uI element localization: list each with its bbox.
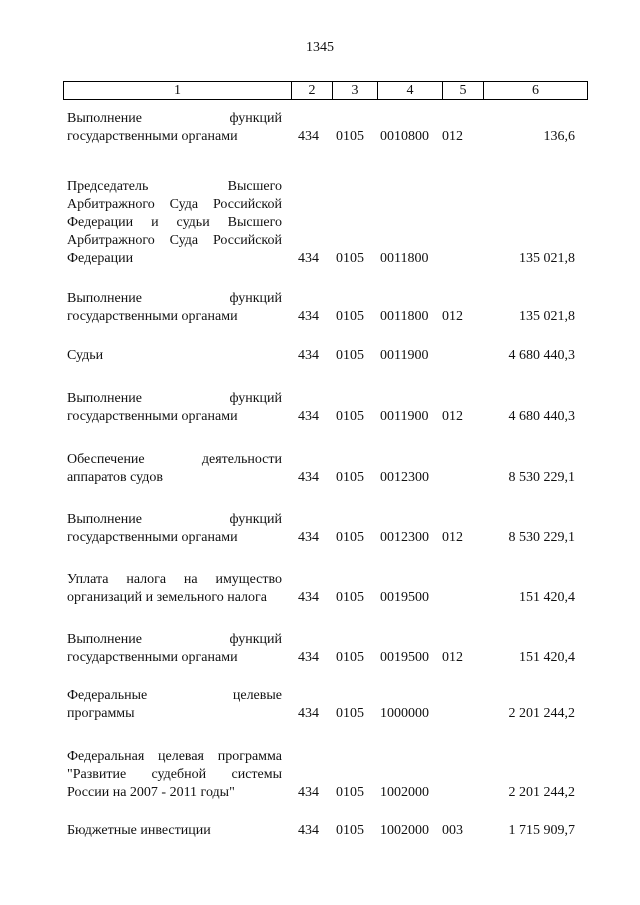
row-c4: 0012300 <box>380 470 429 485</box>
row-c6: 4 680 440,3 <box>508 348 575 363</box>
row-c6: 2 201 244,2 <box>508 706 575 721</box>
row-name-line: Арбитражного Суда Российской <box>67 197 282 212</box>
row-c5: 003 <box>442 823 463 838</box>
header-col-6: 6 <box>532 83 539 98</box>
header-col-1: 1 <box>64 82 292 99</box>
row-name-line: Бюджетные инвестиции <box>67 823 211 838</box>
row-name-line: государственными органами <box>67 409 238 424</box>
row-c2: 434 <box>298 348 319 363</box>
row-name-line: государственными органами <box>67 309 238 324</box>
row-c5: 012 <box>442 409 463 424</box>
row-name <box>67 687 282 723</box>
row-name-line: Выполнение функций <box>67 632 282 647</box>
row-c6: 1 715 909,7 <box>508 823 575 838</box>
row-name <box>67 451 282 487</box>
row-c3: 0105 <box>336 530 364 545</box>
row-c2: 434 <box>298 409 319 424</box>
row-c3: 0105 <box>336 309 364 324</box>
row-c4: 1002000 <box>380 823 429 838</box>
page-number: 1345 <box>306 40 334 55</box>
row-c4: 0012300 <box>380 530 429 545</box>
row-c2: 434 <box>298 129 319 144</box>
row-name <box>67 631 282 667</box>
row-c4: 1000000 <box>380 706 429 721</box>
row-c2: 434 <box>298 785 319 800</box>
row-name <box>67 178 282 268</box>
row-c2: 434 <box>298 470 319 485</box>
row-name <box>67 511 282 547</box>
row-c4: 0011800 <box>380 309 429 324</box>
table-header <box>63 81 588 100</box>
row-c6: 8 530 229,1 <box>508 530 575 545</box>
row-name-line: Выполнение функций <box>67 512 282 527</box>
row-name-line: Судьи <box>67 348 104 363</box>
row-c3: 0105 <box>336 251 364 266</box>
row-c4: 0010800 <box>380 129 429 144</box>
row-c4: 0011900 <box>380 348 429 363</box>
row-name <box>67 347 282 365</box>
row-c6: 2 201 244,2 <box>508 785 575 800</box>
row-c3: 0105 <box>336 590 364 605</box>
row-c6: 136,6 <box>543 129 575 144</box>
row-name-line: Выполнение функций <box>67 391 282 406</box>
row-c6: 151 420,4 <box>519 590 575 605</box>
row-c5: 012 <box>442 650 463 665</box>
row-name-line: Обеспечение деятельности <box>67 452 282 467</box>
row-c2: 434 <box>298 530 319 545</box>
row-c3: 0105 <box>336 650 364 665</box>
row-c4: 0011900 <box>380 409 429 424</box>
row-c6: 151 420,4 <box>519 650 575 665</box>
row-c4: 0011800 <box>380 251 429 266</box>
row-name-line: Арбитражного Суда Российской <box>67 233 282 248</box>
row-name <box>67 110 282 146</box>
row-c2: 434 <box>298 650 319 665</box>
row-name-line: России на 2007 - 2011 годы" <box>67 785 235 800</box>
row-c3: 0105 <box>336 706 364 721</box>
row-c3: 0105 <box>336 470 364 485</box>
row-name-line: Федеральные целевые <box>67 688 282 703</box>
header-col-4: 4 <box>378 82 443 99</box>
row-c5: 012 <box>442 129 463 144</box>
row-c3: 0105 <box>336 409 364 424</box>
row-name-line: Выполнение функций <box>67 111 282 126</box>
header-col-2: 2 <box>292 82 333 99</box>
row-c5: 012 <box>442 530 463 545</box>
row-name-line: Уплата налога на имущество <box>67 572 282 587</box>
row-name-line: "Развитие судебной системы <box>67 767 282 782</box>
row-name <box>67 748 282 802</box>
row-name-line: организаций и земельного налога <box>67 590 267 605</box>
row-c2: 434 <box>298 590 319 605</box>
row-c3: 0105 <box>336 348 364 363</box>
row-c5: 012 <box>442 309 463 324</box>
header-col-5: 5 <box>443 82 484 99</box>
row-c3: 0105 <box>336 785 364 800</box>
row-name <box>67 822 282 840</box>
row-c2: 434 <box>298 706 319 721</box>
row-c6: 135 021,8 <box>519 251 575 266</box>
row-c4: 0019500 <box>380 650 429 665</box>
row-c2: 434 <box>298 823 319 838</box>
row-name <box>67 571 282 607</box>
row-c3: 0105 <box>336 129 364 144</box>
row-c2: 434 <box>298 309 319 324</box>
row-name-line: государственными органами <box>67 650 238 665</box>
row-c4: 0019500 <box>380 590 429 605</box>
row-c6: 135 021,8 <box>519 309 575 324</box>
row-name-line: программы <box>67 706 135 721</box>
row-c2: 434 <box>298 251 319 266</box>
row-c6: 8 530 229,1 <box>508 470 575 485</box>
row-name <box>67 390 282 426</box>
row-c4: 1002000 <box>380 785 429 800</box>
header-col-3: 3 <box>333 82 378 99</box>
row-name <box>67 290 282 326</box>
row-name-line: Федерации и судьи Высшего <box>67 215 282 230</box>
row-name-line: Федерации <box>67 251 134 266</box>
row-name-line: Выполнение функций <box>67 291 282 306</box>
row-name-line: аппаратов судов <box>67 470 164 485</box>
row-name-line: государственными органами <box>67 129 238 144</box>
row-c6: 4 680 440,3 <box>508 409 575 424</box>
row-name-line: государственными органами <box>67 530 238 545</box>
row-name-line: Федеральная целевая программа <box>67 749 282 764</box>
row-name-line: Председатель Высшего <box>67 179 282 194</box>
row-c3: 0105 <box>336 823 364 838</box>
